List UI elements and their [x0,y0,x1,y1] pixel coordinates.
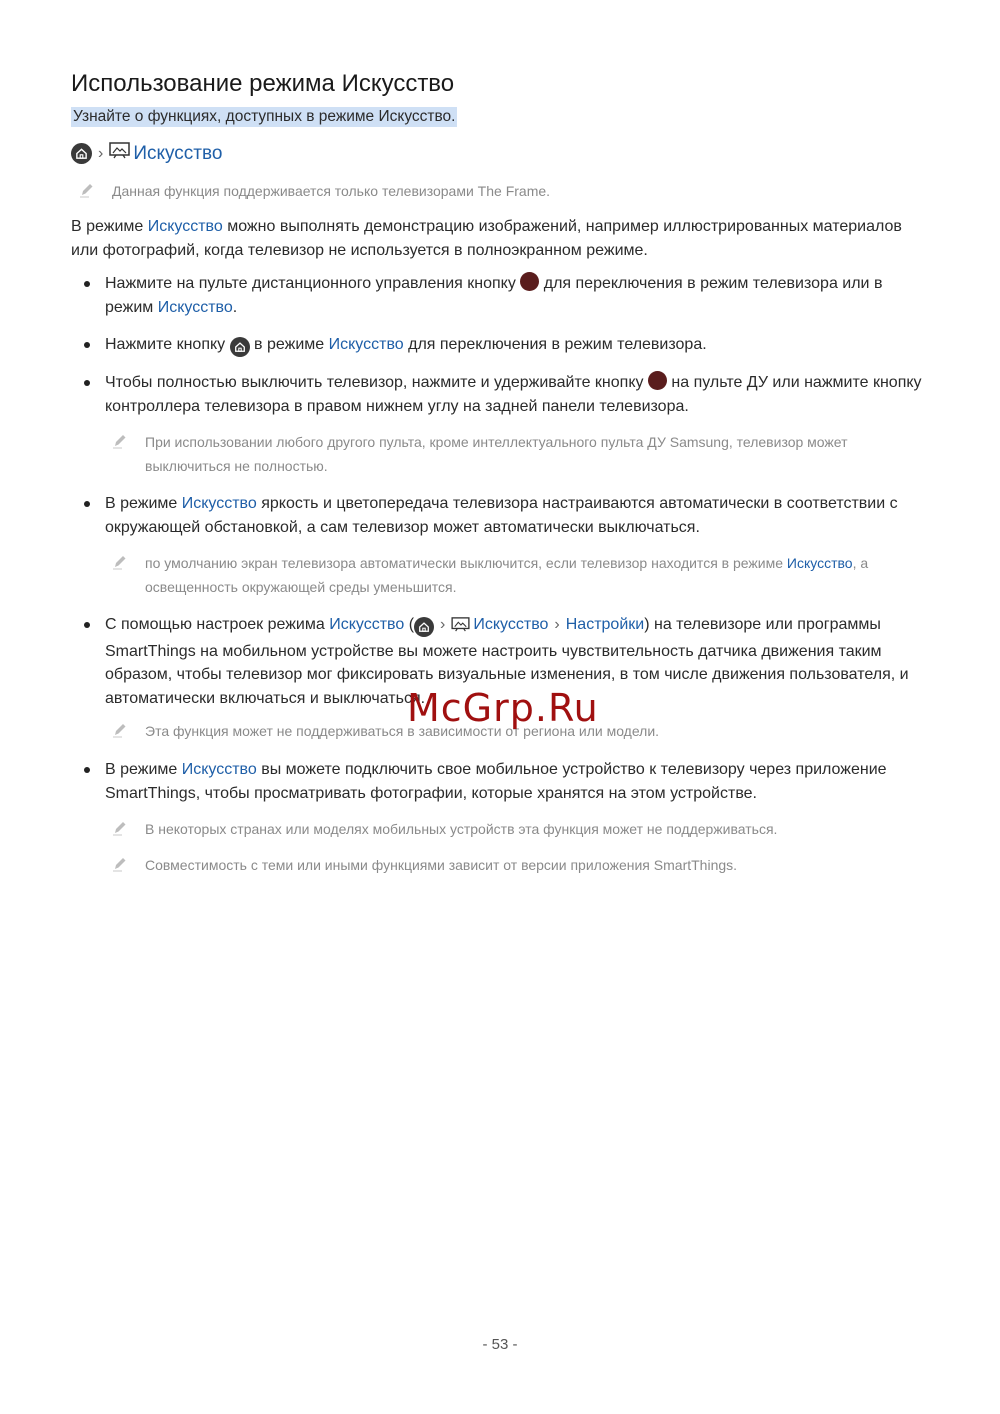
note-text: Совместимость с теми или иными функциями зависит от версии приложения SmartThings. [145,857,738,873]
bullet-dot [84,342,90,348]
note-text: Эта функция может не поддерживаться в зависимости от региона или модели. [145,723,660,739]
note-samsung-remote [112,430,912,478]
chevron-right-icon: › [554,616,560,633]
home-icon [230,337,250,357]
note-the-frame [79,179,959,205]
art-link[interactable]: Искусство [181,761,257,778]
bullet-dot [84,380,90,386]
list-item: Нажмите на пульте дистанционного управления кнопку для переключения в режим телевизора или в режим Искусство. [105,272,935,319]
pencil-icon [79,181,99,205]
art-link[interactable]: Искусство [147,218,223,235]
breadcrumb-art-link[interactable]: Искусство [133,142,223,164]
bullet-dot [84,622,90,628]
bullet-dot [84,501,90,507]
pencil-icon [112,553,132,599]
art-link[interactable]: Искусство [329,616,405,633]
bullet-dot [84,767,90,773]
page-number: - 53 - [482,1336,518,1353]
watermark: McGrp.Ru [407,686,599,730]
breadcrumb [71,142,222,165]
pencil-icon [112,432,132,478]
art-link[interactable]: Искусство [328,336,404,353]
home-icon [414,617,434,637]
chevron-right-icon: › [98,144,104,162]
home-icon [71,143,92,164]
art-mode-icon [109,142,130,165]
art-link[interactable]: Искусство [786,555,853,571]
bullet-dot [84,281,90,287]
note-text: по умолчанию экран телевизора автоматически выключится, если телевизор находится в режиме Искусство, а освещенность окружающей среды уменьшится. [145,555,869,595]
power-button-icon [520,272,539,291]
note-text: При использовании любого другого пульта, кроме интеллектуального пульта ДУ Samsung, телевизор может выключиться не полностью. [145,434,848,474]
list-item: В режиме Искусство вы можете подключить свое мобильное устройство к телевизору через приложение SmartThings, чтобы просматривать фотографии, которые хранятся на этом устройстве. [105,758,935,805]
settings-link[interactable]: Настройки [565,616,645,633]
pencil-icon [112,721,132,745]
list-item: В режиме Искусство яркость и цветопередача телевизора настраиваются автоматически в соответствии с окружающей обстановкой, а сам телевизор может автоматически выключаться. [105,492,935,539]
note-mobile [112,817,912,843]
note-smartthings [112,853,912,879]
art-mode-icon [451,616,470,640]
note-text: В некоторых странах или моделях мобильных устройств эта функция может не поддерживаться. [145,821,778,837]
chevron-right-icon: › [440,616,446,633]
pencil-icon [112,819,132,843]
art-link[interactable]: Искусство [181,495,257,512]
page-subtitle: Узнайте о функциях, доступных в режиме Искусство. [73,108,456,125]
art-link[interactable]: Искусство [157,298,233,316]
intro-paragraph: В режиме Искусство можно выполнять демонстрацию изображений, например иллюстрированных материалов или фотографий, когда телевизор не используется в полноэкранном режиме. [71,218,902,259]
note-auto-off [112,551,912,599]
list-item: Чтобы полностью выключить телевизор, нажмите и удерживайте кнопку на пульте ДУ или нажмите кнопку контроллера телевизора в правом нижнем углу на задней панели телевизора. [105,371,935,418]
power-button-icon [648,371,667,390]
list-item: Нажмите кнопку в режиме Искусство для переключения в режим телевизора. [105,333,935,357]
pencil-icon [112,855,132,879]
page-title: Использование режима Искусство [71,70,455,97]
art-link[interactable]: Искусство [473,616,549,633]
note-text: Данная функция поддерживается только телевизорами The Frame. [112,183,551,199]
list-item: С помощью настроек режима Искусство ( › Искусство › Настройки) на телевизоре или программы SmartThings на мобильном устройстве вы можете настроить чувствительность датчика движения таким образом, чтобы телевизор мог фиксировать визуальные изменения, в том числе движения пользователя, и автоматически включаться и выключаться. [105,613,935,710]
